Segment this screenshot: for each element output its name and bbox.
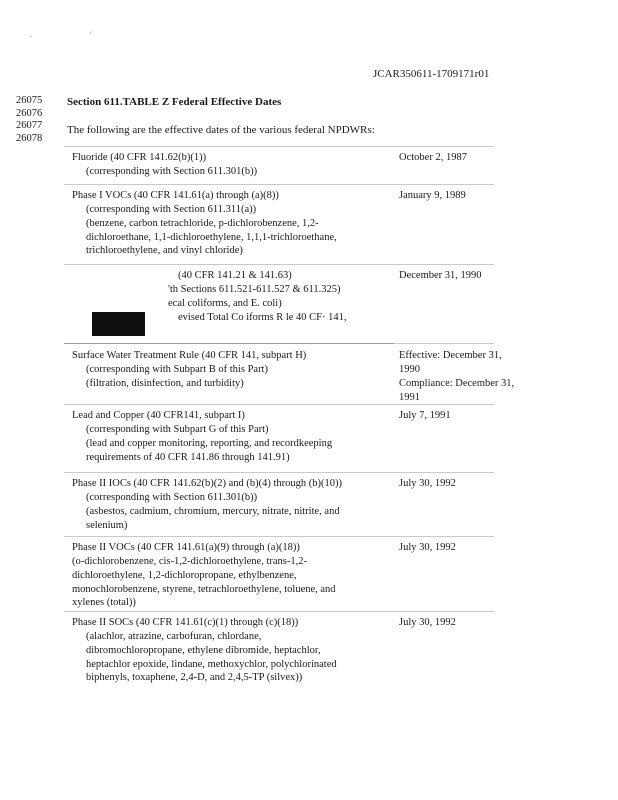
table-rule (64, 472, 394, 473)
correspondence-note: (corresponding with Subpart B of this Part) (86, 363, 268, 375)
effective-date (399, 189, 549, 203)
effective-date (399, 616, 549, 630)
effective-date (399, 541, 549, 555)
contaminant-name: Phase I VOCs (40 CFR 141.61(a) through (a)(8)) (72, 190, 279, 201)
table-rule (394, 343, 494, 344)
correspondence-note: (corresponding with Section 611.301(b)) (86, 491, 258, 503)
contaminant-list-line: heptachlor epoxide, lindane, methoxychlor, polychlorinated (86, 658, 337, 670)
correspondence-note: (corresponding with Section 611.301(b)) (86, 165, 258, 177)
contaminant-list-line: (alachlor, atrazine, carbofuran, chlordane, (86, 630, 262, 642)
contaminant-list-line: (benzene, carbon tetrachloride, p-dichlorobenzene, 1,2- (86, 217, 319, 229)
contaminant-name: Phase II SOCs (40 CFR 141.61(c)(1) through (c)(18)) (72, 617, 299, 628)
date-line: July 30, 1992 (399, 617, 456, 628)
contaminant-list-line: (o-dichlorobenzene, cis-1,2-dichloroethylene, trans-1,2- (72, 555, 307, 567)
effective-date (399, 409, 549, 423)
contaminant-name: Fluoride (40 CFR 141.62(b)(1)) (72, 152, 207, 163)
contaminant-name: Surface Water Treatment Rule (40 CFR 141, subpart H) (72, 350, 307, 361)
contaminant-list-line: xylenes (total)) (72, 597, 136, 609)
table-rule (64, 184, 394, 185)
contaminant-list-line: requirements of 40 CFR 141.86 through 141.91) (86, 451, 290, 463)
table-rule (64, 343, 394, 344)
date-line: Effective: December 31, (399, 350, 502, 361)
document-id: JCAR350611-1709171r01 (373, 68, 490, 80)
table-rule (64, 404, 394, 405)
table-row-phase-ii-iocs (72, 477, 390, 532)
contaminant-name: Phase II IOCs (40 CFR 141.62(b)(2) and (b)(4) through (b)(10)) (72, 478, 343, 489)
line-number: 26078 (16, 132, 43, 144)
contaminant-list-line: (lead and copper monitoring, reporting, and recordkeeping (86, 437, 333, 449)
date-line: 1990 (399, 363, 420, 375)
contaminant-list-line: dibromochloropropane, ethylene dibromide, heptachlor, (86, 644, 321, 656)
citation-line: (40 CFR 141.21 & 141.63) (178, 270, 292, 281)
date-line: October 2, 1987 (399, 152, 467, 163)
effective-date (399, 151, 549, 165)
table-row-surface-water (72, 349, 390, 391)
date-line: Compliance: December 31, (399, 377, 515, 389)
date-line: July 30, 1992 (399, 542, 456, 553)
table-row-phase-i-vocs (72, 189, 390, 258)
contaminant-list-line: selenium) (86, 519, 128, 531)
redaction-block (92, 312, 145, 336)
contaminant-list-line: (asbestos, cadmium, chromium, mercury, nitrate, nitrite, and (86, 505, 340, 517)
contaminant-name: Phase II VOCs (40 CFR 141.61(a)(9) through (a)(18)) (72, 542, 300, 553)
table-row-lead-copper (72, 409, 390, 464)
contaminant-list-line: dichloroethylene, 1,2-dichloropropane, ethylbenzene, (72, 569, 297, 581)
section-intro: The following are the effective dates of the various federal NPDWRs: (67, 124, 375, 136)
table-row-phase-ii-socs (72, 616, 390, 685)
contaminant-list-line: (filtration, disinfection, and turbidity) (86, 377, 244, 389)
contaminant-list-line: dichloroethane, 1,1-dichloroethylene, 1,1,1-trichloroethane, (86, 231, 337, 243)
line-numbers (16, 95, 42, 145)
table-row-phase-ii-vocs (72, 541, 390, 610)
table-rule (394, 611, 494, 612)
date-line: July 7, 1991 (399, 410, 451, 421)
scan-specks: . ' (30, 30, 120, 39)
table-rule (64, 536, 394, 537)
line-number: 26076 (16, 107, 43, 119)
effective-date (399, 349, 549, 404)
contaminant-list-line: trichloroethylene, and vinyl chloride) (86, 245, 243, 257)
date-line: December 31, 1990 (399, 270, 482, 281)
table-rule (394, 184, 494, 185)
table-rule (394, 146, 494, 147)
date-line: January 9, 1989 (399, 190, 466, 201)
effective-date (399, 477, 549, 491)
contaminant-name: Lead and Copper (40 CFR141, subpart I) (72, 410, 245, 421)
table-rule (64, 611, 394, 612)
rule-note-line: evised Total Co iforms R le 40 CF· 141, (178, 311, 347, 323)
contaminant-list-line: biphenyls, toxaphene, 2,4-D, and 2,4,5-TP (silvex)) (86, 672, 303, 684)
table-rule (394, 472, 494, 473)
correspondence-note: (corresponding with Subpart G of this Part) (86, 423, 269, 435)
table-rule (64, 264, 394, 265)
date-line: July 30, 1992 (399, 478, 456, 489)
table-rule (394, 404, 494, 405)
line-number: 26075 (16, 95, 43, 106)
table-rule (64, 146, 394, 147)
contaminant-list-line: ecal coliforms, and E. coli) (168, 297, 282, 309)
contaminant-list-line: monochlorobenzene, styrene, tetrachloroethylene, toluene, and (72, 583, 336, 595)
line-number: 26077 (16, 120, 43, 131)
date-line: 1991 (399, 391, 420, 403)
effective-date (399, 269, 549, 283)
correspondence-note: (corresponding with Section 611.311(a)) (86, 203, 257, 215)
correspondence-note: 'th Sections 611.521-611.527 & 611.325) (168, 283, 341, 295)
table-rule (394, 264, 494, 265)
table-row-total-coliform (168, 269, 398, 324)
section-title: Section 611.TABLE Z Federal Effective Dates (67, 96, 282, 108)
table-row-fluoride (72, 151, 390, 179)
table-rule (394, 536, 494, 537)
